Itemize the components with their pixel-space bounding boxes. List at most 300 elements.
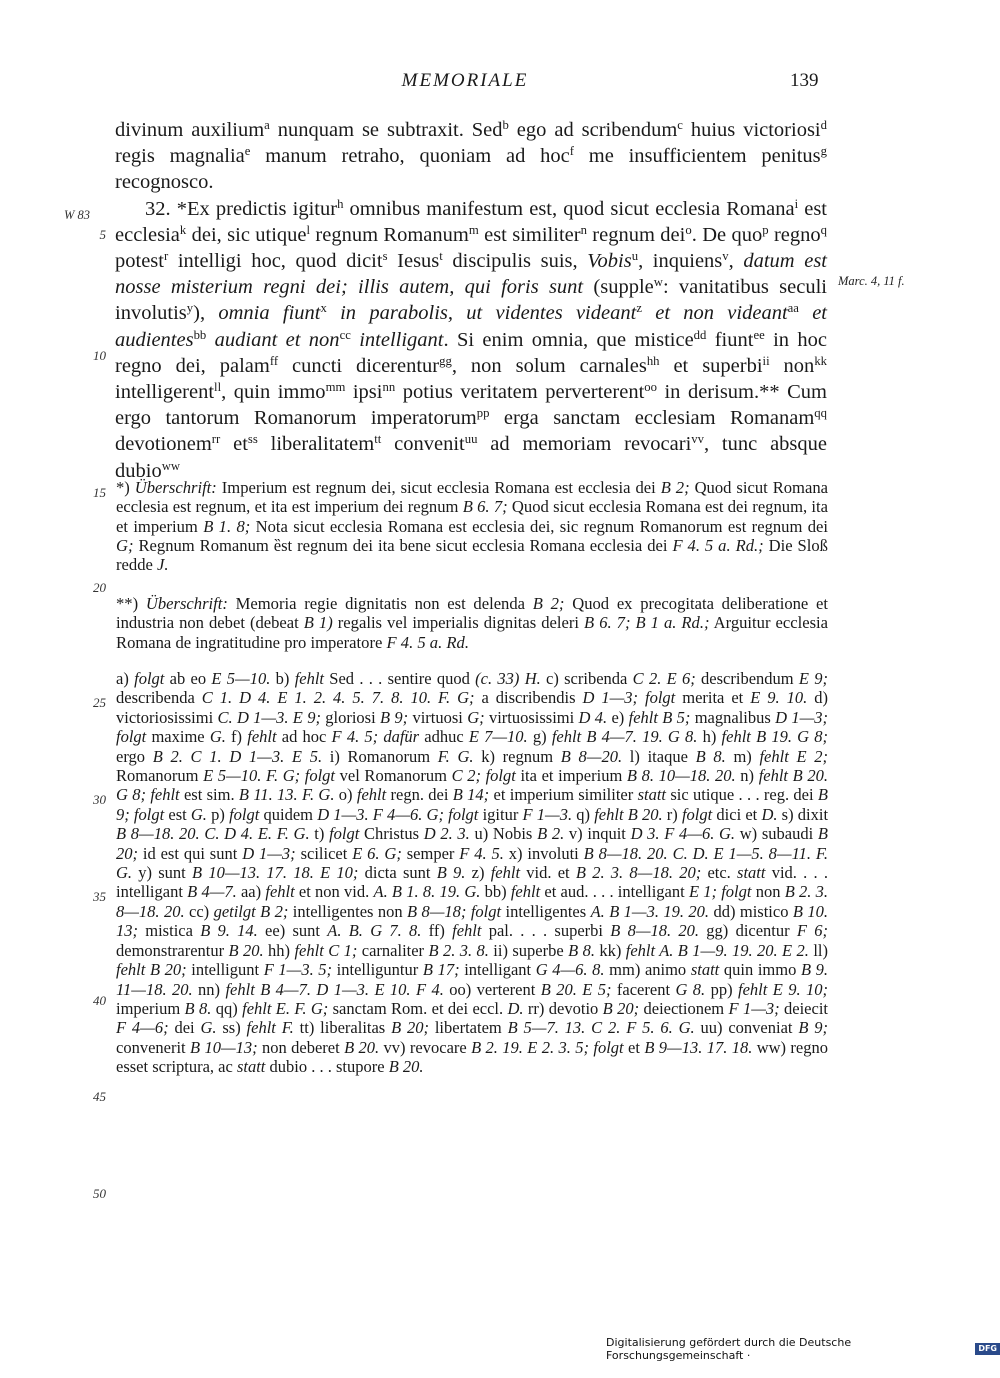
apparatus-siglum: nn — [382, 380, 396, 395]
italic-text: fehlt B 4—7. D 1—3. E 10. F 4. — [225, 979, 444, 999]
apparatus-siglum: b — [502, 118, 509, 133]
italic-text: A. B 1—3. 19. 20. — [590, 901, 710, 921]
text-run: ee) sunt — [257, 921, 328, 941]
text-run: : vanitatibus seculi involutis — [115, 276, 827, 325]
line-number: 25 — [93, 695, 106, 710]
apparatus-siglum: bb — [193, 327, 207, 342]
apparatus-siglum: ff — [269, 353, 279, 368]
text-run: erga sanctam ecclesiam Romanam — [489, 407, 815, 430]
italic-text: et non videant — [641, 302, 788, 325]
italic-text: G 4—6. 8. — [535, 960, 605, 980]
text-run: 32. *Ex predictis igitur — [145, 197, 338, 220]
italic-text: fehlt — [356, 785, 387, 805]
text-run: quidem — [259, 804, 318, 824]
page-number: 139 — [790, 70, 819, 91]
line-number: 45 — [93, 1089, 106, 1104]
italic-text: B 20; — [391, 1018, 429, 1038]
text-run: t) — [309, 824, 330, 844]
text-run: intelligi hoc, quod dicit — [168, 250, 383, 273]
text-run: dei, sic utique — [186, 223, 307, 246]
apparatus-siglum: e — [244, 144, 251, 159]
text-run: ss) — [216, 1018, 247, 1038]
footnote-double-star — [116, 594, 828, 652]
apparatus-siglum: ww — [161, 458, 181, 473]
italic-text: B 8—18. 20. — [610, 921, 700, 941]
text-run: k) regnum — [473, 746, 561, 766]
italic-text: B 20. — [344, 1037, 380, 1057]
line-number: 20 — [93, 580, 106, 595]
italic-text: B 9; — [380, 707, 409, 727]
text-run: Quod ex precogitata deliberatione et industria non debet (debeat — [116, 594, 828, 633]
text-run: gg) dicentur — [699, 921, 797, 941]
italic-text: fehlt — [294, 669, 325, 688]
italic-text: E 9. 10. — [750, 688, 808, 708]
italic-text: B 8. — [695, 746, 726, 766]
italic-text: B 9; folgt — [116, 785, 829, 824]
text-run: hh) — [263, 940, 295, 960]
text-run: Nota sicut ecclesia Romana est ecclesia dei, sic regnum Romanorum est regnum dei — [250, 516, 828, 536]
text-run: non — [769, 354, 815, 377]
text-run: i) Romanorum — [322, 746, 438, 766]
apparatus-siglum: ll — [214, 380, 222, 395]
text-run: Romanorum — [116, 766, 204, 786]
italic-text: statt — [690, 960, 720, 980]
text-run: dici et — [712, 804, 762, 824]
text-run: devotionem — [115, 433, 212, 456]
text-run: tt) liberalitas — [293, 1018, 392, 1038]
italic-text: F 4. 5; dafür — [331, 727, 420, 747]
apparatus-siglum: hh — [646, 353, 660, 368]
main-text — [115, 117, 827, 484]
italic-text: G; — [467, 707, 485, 727]
text-run: bb) — [480, 882, 511, 902]
text-run: Arguitur ecclesia Romana de ingratitudine pro imperatore — [116, 613, 828, 652]
italic-text: fehlt B 20. G 8; fehlt — [116, 766, 828, 805]
italic-text: F 1—3. — [522, 804, 573, 824]
italic-text: B 2. 3. 8. — [428, 940, 489, 960]
text-run: maxime — [146, 727, 210, 747]
italic-text: fehlt B 4—7. 19. G 8. — [551, 727, 698, 747]
text-run: fiunt — [706, 328, 754, 351]
text-run: pal. . . . superbi — [481, 921, 611, 941]
italic-text: B 20. — [388, 1057, 424, 1077]
text-run: *) — [116, 478, 135, 497]
italic-text: fehlt C 1; — [294, 940, 358, 960]
italic-text: D 4. — [578, 707, 608, 727]
text-run: recognosco. — [115, 171, 214, 194]
text-run: rr) devotio — [523, 998, 603, 1018]
italic-text: D 1—3; folgt — [582, 688, 676, 708]
apparatus-siglum: i — [794, 196, 799, 211]
text-run: ii) superbe — [488, 940, 569, 960]
text-run: libertatem — [429, 1018, 508, 1038]
text-run: qq) — [211, 998, 243, 1018]
text-run: dd) mistico — [709, 901, 793, 921]
text-run: Christus — [359, 824, 424, 844]
text-run: . Si enim omnia, que mistice — [443, 328, 694, 351]
text-run: et imperium similiter — [489, 785, 638, 805]
italic-text: B 9; — [798, 1018, 829, 1038]
text-run: n) — [735, 766, 759, 786]
text-run: sanctam Rom. et dei eccl. — [328, 998, 508, 1018]
text-run: ll) — [808, 940, 828, 960]
italic-text: B 2. — [537, 824, 565, 844]
text-run: scilicet — [295, 843, 353, 863]
text-run: et — [220, 433, 248, 456]
italic-text: C. D 1—3. E 9; — [217, 707, 321, 727]
line-number: 10 — [93, 348, 106, 363]
italic-text: F 4—6; — [116, 1018, 169, 1038]
critical-apparatus — [116, 669, 828, 1077]
italic-text: B 11. 13. F. G. — [238, 785, 335, 805]
italic-text: Überschrift: — [134, 478, 217, 497]
apparatus-siglum: f — [569, 144, 574, 159]
text-run: virtuosissimi — [484, 707, 579, 727]
text-run: p) — [206, 804, 230, 824]
italic-text: B 2; — [532, 594, 565, 613]
text-run: uu) conveniat — [694, 1018, 799, 1038]
text-run: in derisum.** Cum ergo tantorum Romanorum imperatorum — [115, 381, 827, 430]
apparatus-siglum: t — [439, 249, 443, 264]
text-run: et superbi — [659, 354, 763, 377]
italic-text: B 8. — [184, 998, 212, 1018]
italic-text: B 20; — [116, 824, 828, 863]
italic-text: folgt — [681, 804, 713, 824]
italic-text: omnia fiunt — [218, 302, 321, 325]
apparatus-siglum: kk — [814, 353, 828, 368]
text-run: ad memoriam revocari — [477, 433, 692, 456]
apparatus-siglum: x — [320, 301, 327, 316]
text-run: et non vid. — [294, 882, 374, 902]
italic-text: B 20. — [228, 940, 264, 960]
text-run: e) — [607, 707, 629, 727]
text-run: (supple — [583, 276, 654, 299]
apparatus-siglum: o — [685, 222, 692, 237]
text-run: a discribendis — [474, 688, 583, 708]
italic-text: getilgt B 2; — [213, 901, 289, 921]
text-run: , tunc absque dubio — [115, 433, 827, 482]
italic-text: D 3. F 4—6. G. — [630, 824, 736, 844]
italic-text: G. — [209, 727, 226, 747]
apparatus-siglum: z — [636, 301, 642, 316]
italic-text: J. — [157, 555, 169, 575]
italic-text: A. B. G 7. 8. — [327, 921, 422, 941]
italic-text: fehlt — [490, 863, 521, 883]
text-run: gloriosi — [320, 707, 380, 727]
italic-text: C 2. E 6; — [632, 669, 696, 688]
text-run: etc. — [701, 863, 738, 883]
text-run: dicta sunt — [358, 863, 437, 883]
italic-text: folgt — [134, 669, 165, 688]
text-run: m) — [725, 746, 760, 766]
line-number: 40 — [93, 993, 106, 1008]
italic-text: fehlt B 19. G 8; — [721, 727, 829, 747]
italic-text: D 1—3; folgt — [116, 707, 829, 747]
text-run: ww) regno esset scriptura, ac — [116, 1037, 828, 1077]
italic-text: B 9. — [436, 863, 466, 883]
text-run: deiecit — [779, 998, 828, 1018]
italic-text: intelligant — [350, 328, 444, 351]
text-run: y) sunt — [132, 863, 193, 883]
apparatus-siglum: rr — [211, 432, 221, 447]
apparatus-siglum: gg — [439, 353, 452, 368]
italic-text: B 9. 14. — [200, 921, 258, 941]
text-run: potest — [115, 250, 164, 273]
apparatus-siglum: a — [264, 118, 270, 133]
text-run: virtuosi — [408, 707, 468, 727]
text-run: u) Nobis — [469, 824, 538, 844]
italic-text: B 9. 11—18. 20. — [116, 960, 829, 999]
text-run: ipsi — [345, 381, 383, 404]
text-run: liberalitatem — [257, 433, 375, 456]
italic-text: statt — [737, 863, 766, 883]
apparatus-siglum: aa — [787, 301, 799, 316]
margin-note: Marc. 4, 11 f. — [838, 274, 905, 288]
apparatus-siglum: v — [722, 249, 729, 264]
italic-text: E 6. G; — [352, 843, 402, 863]
text-run: vid. . . . intelligant — [116, 863, 829, 902]
apparatus-siglum: q — [820, 222, 827, 237]
text-run: , quin immo — [221, 381, 326, 404]
text-run: kk) — [594, 940, 626, 960]
italic-text: E 1; folgt — [688, 882, 752, 902]
apparatus-siglum: vv — [691, 432, 704, 447]
italic-text: B 6. 7; — [462, 497, 508, 517]
text-run: adhuc — [419, 727, 469, 747]
text-run: describenda — [116, 688, 202, 708]
text-run: x) involuti — [503, 843, 584, 863]
text-run: nunquam se subtraxit. Sed — [269, 119, 503, 141]
italic-text: Überschrift: — [145, 594, 228, 613]
italic-text: folgt — [329, 824, 360, 844]
italic-text: B 20; — [602, 998, 640, 1018]
text-run: regnum dei — [586, 223, 686, 246]
text-run: facerent — [611, 979, 676, 999]
text-run: intelligant — [459, 960, 536, 980]
italic-text: fehlt F. — [246, 1018, 294, 1038]
apparatus-siglum: oo — [644, 380, 657, 395]
italic-text: B 17; — [422, 960, 460, 980]
text-run: convenit — [381, 433, 465, 456]
text-run: discipulis suis, — [442, 250, 588, 273]
italic-text: B 4—7. — [187, 882, 237, 902]
apparatus-siglum: g — [820, 144, 827, 159]
text-run: cc) — [184, 901, 214, 921]
text-run: vel Romanorum — [335, 766, 452, 786]
apparatus-siglum: tt — [374, 432, 382, 447]
text-run: r) — [662, 804, 682, 824]
italic-text: B 1. 8; — [203, 516, 251, 536]
text-run: magnalibus — [690, 707, 776, 727]
apparatus-siglum: w — [653, 275, 663, 290]
text-run: dei — [168, 1018, 201, 1038]
italic-text: folgt — [229, 804, 260, 824]
text-run: Regnum Romanum ȅst regnum dei ita bene sicut ecclesia Romana ecclesia dei — [133, 536, 673, 556]
text-run: cuncti dicerentur — [278, 354, 440, 377]
italic-text: B 1) — [303, 613, 333, 633]
text-run: potius veritatem perverterent — [395, 381, 645, 404]
italic-text: D 2. 3. — [423, 824, 470, 844]
apparatus-siglum: k — [179, 222, 187, 237]
italic-text: B 10—13. 17. 18. E 10; — [192, 863, 359, 883]
text-run: est similiter — [478, 223, 581, 246]
italic-text: D. — [507, 998, 524, 1018]
text-run: regno — [768, 223, 821, 246]
italic-text: B 2; — [660, 478, 690, 497]
text-run: q) — [572, 804, 595, 824]
text-run: convenerit — [116, 1037, 191, 1057]
italic-text: statt — [236, 1057, 266, 1077]
italic-text: C 1. D 4. E 1. 2. 4. 5. 7. 8. 10. F. G; — [201, 688, 475, 708]
apparatus-siglum: h — [337, 196, 344, 211]
text-run: huius victoriosi — [682, 119, 821, 141]
text-run: g) — [527, 727, 552, 747]
line-number: 35 — [93, 889, 106, 904]
text-run: merita et — [675, 688, 751, 708]
apparatus-siglum: ss — [247, 432, 258, 447]
text-run: d) victoriosissimi — [116, 688, 828, 727]
text-run: ff) — [421, 921, 453, 941]
dfg-logo-icon: DFG — [975, 1343, 1000, 1355]
text-run: regn. dei — [386, 785, 453, 805]
italic-text: C 2; folgt — [451, 766, 516, 786]
apparatus-siglum: u — [631, 249, 639, 264]
footer-text: Digitalisierung gefördert durch die Deutsche Forschungsgemeinschaft · — [606, 1336, 852, 1362]
italic-text: fehlt — [510, 882, 541, 902]
text-run: est — [164, 804, 191, 824]
text-run: manum retraho, quoniam ad hoc — [250, 145, 570, 168]
text-run: c) scribenda — [540, 669, 633, 688]
text-run: s) dixit — [777, 804, 829, 824]
italic-text: G. — [190, 804, 207, 824]
text-run: , inquiens — [638, 250, 723, 273]
text-run: et — [623, 1037, 645, 1057]
italic-text: D 1—3. F 4—6. G; folgt — [317, 804, 479, 824]
apparatus-siglum: s — [382, 249, 388, 264]
italic-text: E 5—10. F. G; folgt — [203, 766, 336, 786]
italic-text: B 8. — [568, 940, 595, 960]
text-run: intelligerent — [115, 381, 215, 404]
text-run: intelligunt — [186, 960, 264, 980]
italic-text: F 6; — [796, 921, 828, 941]
italic-text: B 5—7. 13. C 2. F 5. 6. G. — [507, 1018, 695, 1038]
italic-text: fehlt E 2; — [759, 746, 829, 766]
italic-text: B 8—18. 20. C. D 4. E. F. G. — [116, 824, 310, 844]
italic-text: D 1—3; — [242, 843, 296, 863]
text-run: ), — [193, 302, 219, 325]
text-run: o) — [334, 785, 357, 805]
italic-text: fehlt B 20; — [116, 960, 187, 980]
text-run: carnaliter — [357, 940, 429, 960]
text-run: et aud. . . . intelligant — [540, 882, 689, 902]
apparatus-siglum: dd — [693, 327, 707, 342]
apparatus-siglum: c — [677, 118, 683, 133]
text-run: est ecclesia — [115, 197, 827, 246]
italic-text: statt — [637, 785, 666, 805]
italic-text: fehlt B 5; — [628, 707, 691, 727]
text-run: non deberet — [257, 1037, 345, 1057]
italic-text: E 9; — [798, 669, 829, 688]
italic-text: B 6. 7; B 1 a. Rd.; — [584, 613, 710, 633]
text-run: in hoc regno dei, palam — [115, 328, 828, 377]
text-run: b) — [270, 669, 295, 688]
italic-text: in parabolis, ut videntes videant — [326, 302, 637, 325]
italic-text: F 4. 5. — [459, 843, 504, 863]
text-run: Imperium est regnum dei, sicut ecclesia Romana est ecclesia dei — [216, 478, 661, 497]
text-run: Memoria regie dignitatis non est delenda — [227, 594, 533, 613]
italic-text: B 8. 10—18. 20. — [626, 766, 736, 786]
text-run: regnum Romanum — [310, 223, 469, 246]
italic-text: et audientes — [115, 302, 828, 351]
text-run: non — [751, 882, 785, 902]
italic-text: B 2. 3. 8—18. 20. — [116, 882, 828, 921]
text-run: a) — [116, 669, 135, 688]
text-run: l) itaque — [622, 746, 696, 766]
text-run: mistica — [138, 921, 201, 941]
text-run: Quod sicut ecclesia Romana est dei regnum, ita et imperium — [116, 497, 828, 536]
italic-text: B 9—13. 17. 18. — [644, 1037, 753, 1057]
text-run: id est qui sunt — [138, 843, 243, 863]
text-run: omnibus manifestum est, quod sicut ecclesia Romana — [343, 197, 795, 220]
italic-text: (c. 33) H. — [475, 669, 541, 688]
line-number: 15 — [93, 485, 106, 500]
text-run: quin immo — [719, 960, 801, 980]
italic-text: B 10. 13; — [116, 901, 828, 941]
italic-text: G. — [200, 1018, 217, 1038]
apparatus-siglum: y — [186, 301, 194, 316]
text-run: est sim. — [179, 785, 239, 805]
italic-text: fehlt — [452, 921, 482, 941]
text-run: semper — [401, 843, 460, 863]
apparatus-siglum: ee — [753, 327, 765, 342]
italic-text: fehlt E 9. 10; — [738, 979, 829, 999]
italic-text: fehlt — [265, 882, 295, 902]
text-run: , — [728, 250, 744, 273]
text-run: aa) — [236, 882, 266, 902]
text-run: ad hoc — [276, 727, 332, 747]
line-number: 50 — [93, 1186, 106, 1201]
text-run: intelligentes non — [288, 901, 408, 921]
italic-text: fehlt — [247, 727, 277, 747]
italic-text: F 4. 5 a. Rd.; — [672, 536, 764, 556]
text-run: vv) revocare — [379, 1037, 472, 1057]
text-run: mm) animo — [604, 960, 691, 980]
italic-text: B 20. E 5; — [540, 979, 612, 999]
text-run: w) subaudi — [735, 824, 818, 844]
text-run: Iesus — [387, 250, 440, 273]
apparatus-siglum: mm — [325, 380, 346, 395]
italic-text: A. B 1. 8. 19. G. — [373, 882, 481, 902]
text-run: Sed . . . sentire quod — [324, 669, 476, 688]
italic-text: B 8—18; folgt — [407, 901, 502, 921]
text-run: v) inquit — [564, 824, 631, 844]
text-run: describendum — [695, 669, 799, 688]
text-run: ab eo — [164, 669, 212, 688]
apparatus-siglum: ii — [762, 353, 770, 368]
apparatus-siglum: d — [820, 118, 827, 133]
apparatus-siglum: qq — [814, 406, 827, 421]
text-run: **) — [116, 594, 146, 613]
apparatus-siglum: r — [163, 249, 169, 264]
line-number: 5 — [99, 227, 106, 242]
text-run: z) — [465, 863, 491, 883]
apparatus-siglum: cc — [339, 327, 351, 342]
italic-text: F 1—3; — [728, 998, 780, 1018]
text-run: igitur — [478, 804, 523, 824]
italic-text: G 8. — [675, 979, 706, 999]
italic-text: F 1—3. 5; — [263, 960, 333, 980]
apparatus-siglum: uu — [464, 432, 478, 447]
